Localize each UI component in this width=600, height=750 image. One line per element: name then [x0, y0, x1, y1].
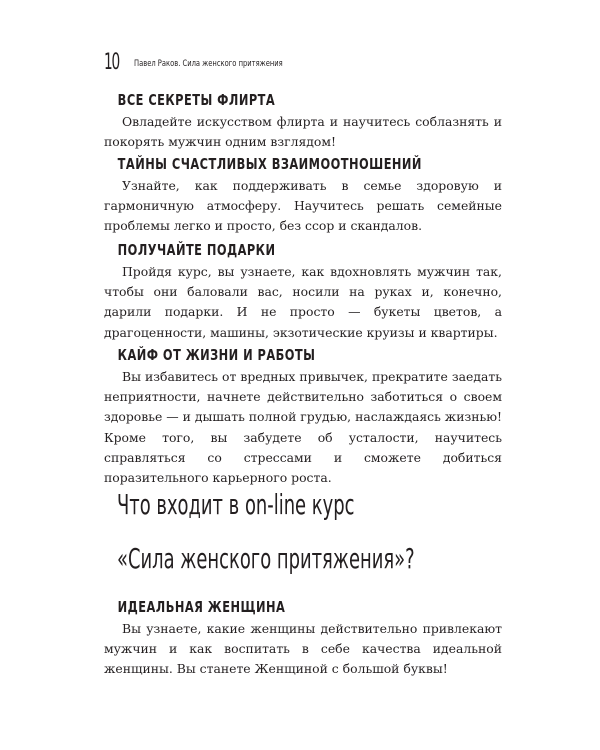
section-text: Пройдя курс, вы узнаете, как вдохновлять мужчин так, чтобы они баловали вас, носили на руках и, конечно, дарили подарки. И не просто — букеты цветов, а драгоценности, машины, экзотические круизы и квартиры.: [104, 264, 502, 340]
section-heading: ИДЕАЛЬНАЯ ЖЕНЩИНА: [117, 598, 286, 616]
section-text: Овладейте искусством флирта и научитесь соблазнять и покорять мужчин одним взглядом!: [104, 114, 502, 150]
running-header: Павел Раков. Сила женского притяжения: [134, 59, 283, 69]
course-title-line-1: Что входит в on-line курс: [117, 488, 355, 521]
course-title-line-2: «Сила женского притяжения»?: [117, 542, 415, 575]
section-life-work: [104, 346, 502, 488]
section-text: Узнайте, как поддерживать в семье здоровую и гармоничную атмосферу. Научитесь решать семейные проблемы легко и просто, без ссор и скандалов.: [104, 178, 502, 234]
page-number: 10: [104, 50, 119, 75]
section-flirt: [104, 91, 502, 152]
section-relationships: [104, 155, 502, 237]
section-heading: КАЙФ ОТ ЖИЗНИ И РАБОТЫ: [117, 346, 316, 364]
section-text: Вы узнаете, какие женщины действительно привлекают мужчин и как воспитать в себе качества идеальной женщины. Вы станете Женщиной с большой буквы!: [104, 621, 502, 677]
section-heading: ВСЕ СЕКРЕТЫ ФЛИРТА: [117, 91, 276, 109]
section-ideal-woman: [104, 598, 502, 680]
section-heading: ТАЙНЫ СЧАСТЛИВЫХ ВЗАИМООТНОШЕНИЙ: [117, 155, 422, 173]
section-heading: ПОЛУЧАЙТЕ ПОДАРКИ: [117, 241, 276, 259]
section-gifts: [104, 241, 502, 343]
section-text: Вы избавитесь от вредных привычек, прекратите заедать неприятности, начнете действительно заботиться о своем здоровье — и дышать полной грудью, наслаждаясь жизнью! Кроме того, вы забудете об усталости, научитесь справляться со стрессами и сможете добиться поразительного карьерного роста.: [104, 369, 502, 486]
